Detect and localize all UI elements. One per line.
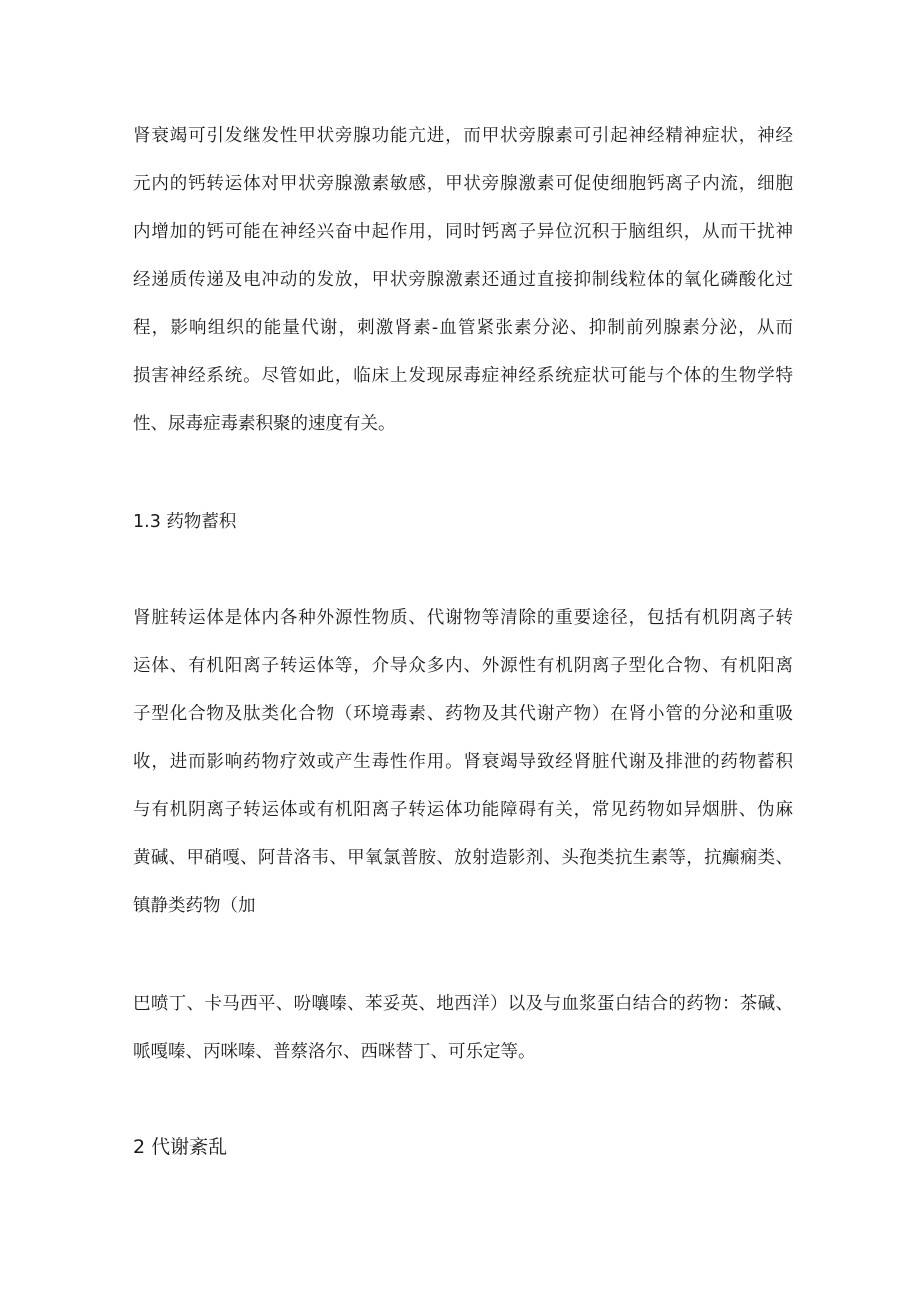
paragraph-line: 经递质传递及电冲动的发放，甲状旁腺激素还通过直接抑制线粒体的氧化磷酸化过: [133, 270, 793, 290]
paragraph-line: 哌嘎嗪、丙咪嗪、普蔡洛尔、西咪替丁、可乐定等。: [133, 1042, 536, 1062]
paragraph-line: 性、尿毒症毒素积聚的速度有关。: [133, 414, 396, 434]
paragraph-line: 黄碱、甲硝嘎、阿昔洛韦、甲氧氯普胺、放射造影剂、头孢类抗生素等，抗癫痫类、: [133, 848, 793, 868]
paragraph-line: 损害神经系统。尽管如此，临床上发现尿毒症神经系统症状可能与个体的生物学特: [133, 366, 793, 386]
paragraph-line: 镇静类药物（加: [133, 896, 256, 916]
paragraph-line: 子型化合物及肽类化合物（环境毒素、药物及其代谢产物）在肾小管的分泌和重吸: [133, 704, 793, 724]
section-heading-1-3: 1.3 药物蓄积: [133, 512, 237, 532]
paragraph-line: 内增加的钙可能在神经兴奋中起作用，同时钙离子异位沉积于脑组织，从而干扰神: [133, 222, 793, 242]
paragraph-line: 肾脏转运体是体内各种外源性物质、代谢物等清除的重要途径，包括有机阴离子转: [133, 608, 793, 628]
paragraph-line: 运体、有机阳离子转运体等，介导众多内、外源性有机阴离子型化合物、有机阳离: [133, 656, 793, 676]
paragraph-line: 与有机阴离子转运体或有机阳离子转运体功能障碍有关，常见药物如异烟肼、伪麻: [133, 800, 793, 820]
paragraph-line: 程，影响组织的能量代谢，刺激肾素-血管紧张素分泌、抑制前列腺素分泌，从而: [133, 318, 793, 338]
paragraph-line: 巴喷丁、卡马西平、吩嚷嗪、苯妥英、地西洋）以及与血浆蛋白结合的药物：茶碱、: [133, 994, 793, 1014]
paragraph-line: 元内的钙转运体对甲状旁腺激素敏感，甲状旁腺激素可促使细胞钙离子内流，细胞: [133, 174, 793, 194]
paragraph-line: 收，进而影响药物疗效或产生毒性作用。肾衰竭导致经肾脏代谢及排泄的药物蓄积: [133, 752, 793, 772]
paragraph-line: 肾衰竭可引发继发性甲状旁腺功能亢进，而甲状旁腺素可引起神经精神症状，神经: [133, 126, 793, 146]
section-heading-2: 2 代谢紊乱: [133, 1136, 228, 1158]
